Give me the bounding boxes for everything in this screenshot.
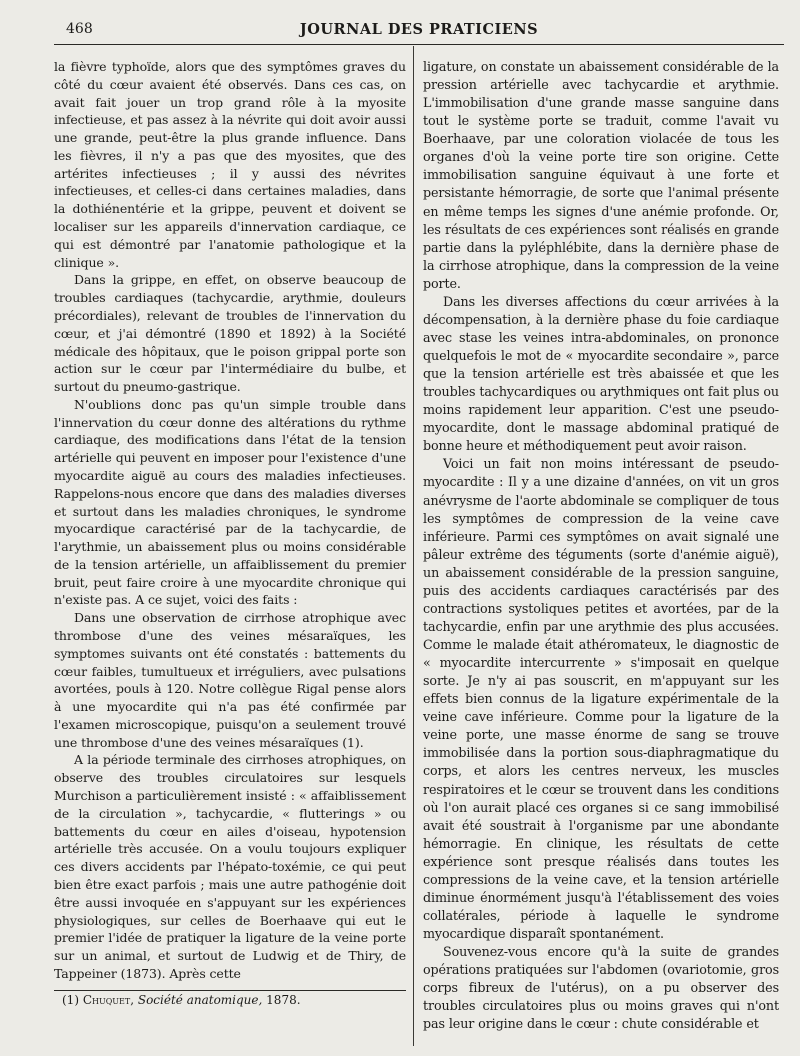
footnote-year: 1878.	[266, 993, 301, 1007]
footnote-author: Chuquet,	[82, 993, 135, 1007]
paragraph: Voici un fait non moins intéressant de pseudo-myocardite : Il y a une dizaine d'années, on vit un gros anévrysme de l'aorte abdominale se compliquer de tous les symptômes de compression de la veine cave inférieure. Parmi ces symptômes on avait signalé une pâleur extrême des téguments (sorte d'anémie aiguë), un abaissement considérable de la pression sanguine, puis des accidents cardiaques caractérisés par des contractions systoliques petites et avortées, par de la tachycardie, enfin par une arythmie des plus accusées. Comme le malade était athéromateux, le diagnostic de « myocardite intercurrente » s'imposait en quelque sorte. Je n'y ai pas souscrit, en m'appuyant sur les effets bien connus de la ligature expérimentale de la veine cave inférieure. Comme pour la ligature de la veine porte, une masse énorme de sang se trouve immobilisée dans la portion sous-diaphragmatique du corps, et alors les centres nerveux, les muscles respiratoires et le cœur se trouvent dans les conditions où l'on aurait placé ces organes si ce sang immobilisé avait été soustrait à l'organisme par une abondante hémorragie. En clinique, les résultats de cette expérience sont presque réalisés dans toutes les compressions de la veine cave, et la tension artérielle diminue énormément jusqu'à l'établissement des voies collatérales, période à laquelle le syndrome myocardique disparaît spontanément.	[423, 456, 779, 941]
paragraph: Dans une observation de cirrhose atrophique avec thrombose d'une des veines mésaraïques, les symptomes suivants ont été constatés : battements du cœur faibles, tumultueux et irréguliers, avec pulsations avortées, pouls à 120. Notre collègue Rigal pense alors à une myocardite qui n'a pas été confirmée par l'examen microscopique, puisqu'on a seulement trouvé une thrombose d'une des veines mésaraïques (1).	[54, 610, 406, 750]
right-column	[423, 58, 779, 1033]
paragraph: N'oublions donc pas qu'un simple trouble dans l'innervation du cœur donne des altérations du rythme cardiaque, des modifications dans l'état de la tension artérielle qui peuvent en imposer pour l'existence d'une myocardite aiguë au cours des maladies infectieuses. Rappelons-nous encore que dans des maladies diverses et surtout dans les maladies chroniques, le syndrome myocardique caractérisé par de la tachycardie, de l'arythmie, un abaissement plus ou moins considérable de la tension artérielle, un affaiblissement du premier bruit, peut faire croire à une myocardite chronique qui n'existe pas. A ce sujet, voici des faits :	[54, 396, 406, 608]
left-column	[54, 58, 406, 983]
paragraph: Dans les diverses affections du cœur arrivées à la décompensation, à la dernière phase du foie cardiaque avec stase les veines intra-abdominales, on prononce quelquefois le mot de « myocardite secondaire », parce que la tension artérielle est très abaissée et que les troubles tachycardiques ou arythmiques ont fait plus ou moins rapidement leur apparition. C'est une pseudo-myocardite, dont le massage abdominal pratiqué de bonne heure et méthodiquement peut avoir raison.	[423, 293, 779, 454]
paragraph: Dans la grippe, en effet, on observe beaucoup de troubles cardiaques (tachycardie, arythmie, douleurs précordiales), relevant de troubles de l'innervation du cœur, et j'ai démontré (1890 et 1892) à la Société médicale des hôpitaux, que le poison grippal porte son action sur le cœur par l'intermédiaire du bulbe, et surtout du pneumo-gastrique.	[54, 272, 406, 395]
journal-title: JOURNAL DES PRATICIENS	[299, 21, 539, 38]
page-number: 468	[66, 21, 93, 37]
footnote-rule	[54, 990, 406, 991]
footnote-source: Société anatomique,	[137, 993, 263, 1007]
paragraph: A la période terminale des cirrhoses atrophiques, on observe des troubles circulatoires sur lesquels Murchison a particulièrement insisté : « affaiblissement de la circulation », tachycardie, « flutterings » ou battements du cœur en ailes d'oiseau, hypotension artérielle très accusée. On a voulu toujours expliquer ces divers accidents par l'hépato-toxémie, ce qui peut bien être exact parfois ; mais une autre pathogénie doit être aussi invoquée en s'appuyant sur les expériences physiologiques, sur celles de Boerhaave qui eut le premier l'idée de pratiquer la ligature de la veine porte sur un animal, et surtout de Ludwig et de Thiry, de Tappeiner (1873). Après cette	[54, 752, 406, 981]
paragraph: la fièvre typhoïde, alors que des symptômes graves du côté du cœur avaient été observés. Dans ces cas, on avait fait jouer un trop grand rôle à la myosite infectieuse, et pas assez à la névrite qui doit avoir aussi une grande, peut-être la plus grande influence. Dans les fièvres, il n'y a pas que des myosites, que des artérites infectieuses ; il y aussi des névrites infectieuses, et celles-ci dans certaines maladies, dans la dothiénentérie et la grippe, peuvent et doivent se localiser sur les appareils d'innervation cardiaque, ce qui est démontré par l'anatomie pathologique et la clinique ».	[54, 59, 406, 270]
paragraph: Souvenez-vous encore qu'à la suite de grandes opérations pratiquées sur l'abdomen (ovariotomie, gros corps fibreux de l'utérus), on a pu observer des troubles circulatoires plus ou moins graves qui n'ont pas leur origine dans le cœur : chute considérable et	[423, 944, 779, 1032]
footnote	[62, 993, 406, 1008]
column-divider	[413, 46, 414, 1046]
running-header	[54, 18, 784, 45]
paragraph: ligature, on constate un abaissement considérable de la pression artérielle avec tachycardie et arythmie. L'immobilisation d'une grande masse sanguine dans tout le système porte se traduit, comme l'avait vu Boerhaave, par une coloration violacée de tous les organes d'où la veine porte tire son origine. Cette immobilisation sanguine équivaut à une forte et persistante hémorragie, de sorte que l'animal présente en même temps les signes d'une anémie profonde. Or, les résultats de ces expériences sont réalisés en grande partie dans la pyléphlébite, dans la dernière phase de la cirrhose atrophique, dans la compression de la veine porte.	[423, 59, 779, 291]
footnote-marker: (1)	[62, 993, 79, 1007]
